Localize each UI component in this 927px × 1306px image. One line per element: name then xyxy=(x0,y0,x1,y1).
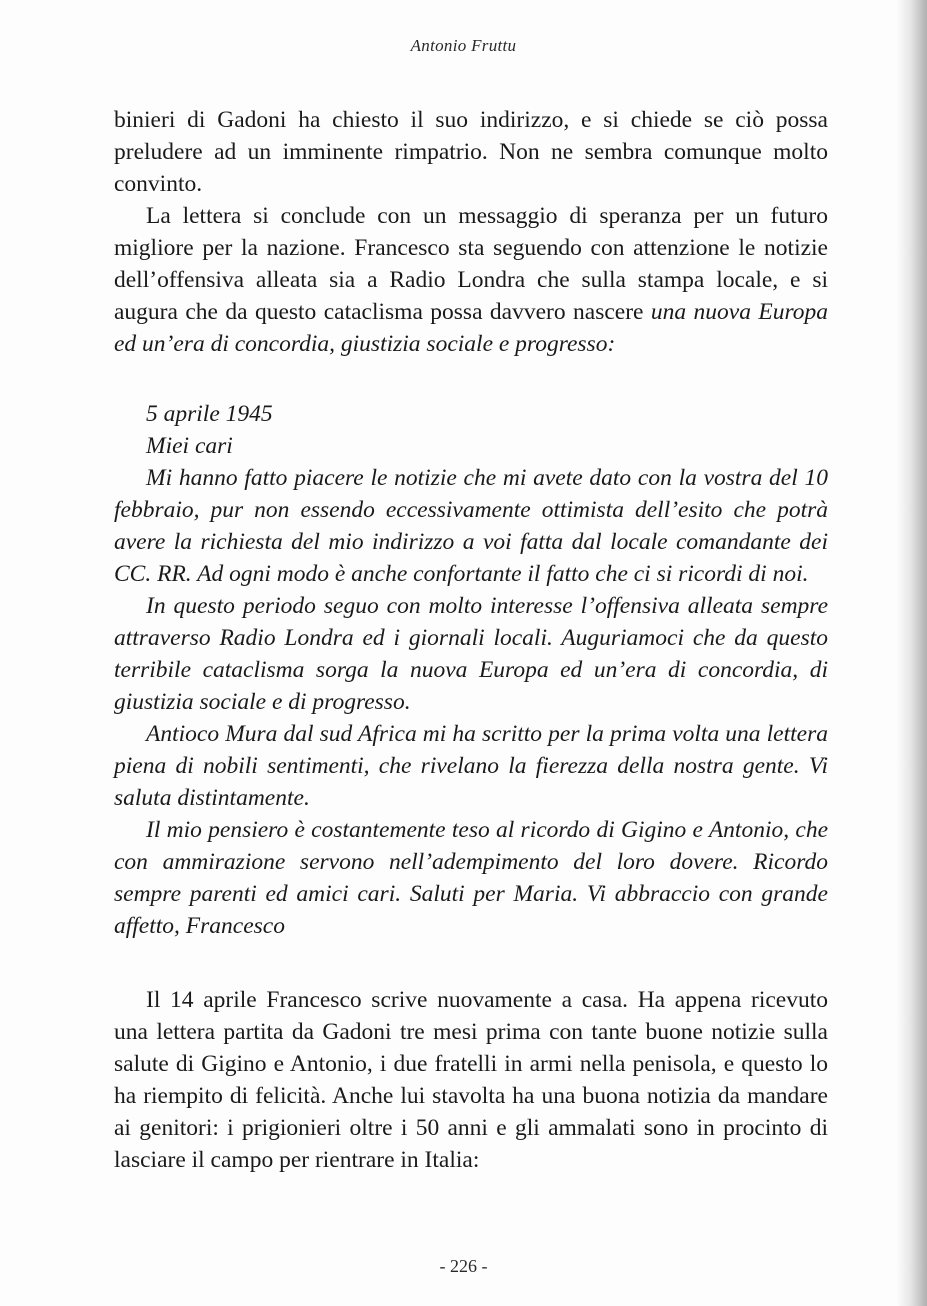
letter-paragraph-3: Antioco Mura dal sud Africa mi ha scritto per la prima volta una lettera piena di nobili sentimenti, che rivelano la fierezza della nostra gente. Vi saluta distintamente. xyxy=(114,721,828,811)
letter-paragraph-2: In questo periodo seguo con molto interesse l’offensiva alleata sempre attraverso Radio Londra ed i giornali locali. Auguriamoci che da questo terribile cataclisma sorga la nuova Europa ed un’era di concordia, di giustizia sociale e di progresso. xyxy=(114,593,828,715)
letter-paragraph-4: Il mio pensiero è costantemente teso al ricordo di Gigino e Antonio, che con ammirazione servono nell’adempimento del loro dovere. Ricordo sempre parenti ed amici cari. Saluti per Maria. Vi abbraccio con grande affetto, Francesco xyxy=(114,817,828,939)
spacer xyxy=(114,360,828,398)
letter-salutation: Miei cari xyxy=(146,433,233,459)
letter-date: 5 aprile 1945 xyxy=(146,401,273,427)
paragraph-letter-intro xyxy=(114,200,828,360)
paragraph-letter-intro-text: La lettera si conclude con un messaggio di speranza per un futuro migliore per la nazione. Francesco sta seguendo con attenzione le notizie dell’offensiva alleata sia a Radio Londra che sulla stampa locale, e si augura che da questo cataclisma possa davvero nascere xyxy=(114,203,828,325)
spacer xyxy=(114,942,828,984)
letter-paragraph-1: Mi hanno fatto piacere le notizie che mi avete dato con la vostra del 10 febbraio, pur non essendo eccessivamente ottimista dell’esito che potrà avere la richiesta del mio indirizzo a voi fatta dal locale comandante dei CC. RR. Ad ogni modo è anche confortante il fatto che ci si ricordi di noi. xyxy=(114,465,828,587)
quoted-letter xyxy=(114,398,828,942)
page-number: - 226 - xyxy=(439,1256,488,1276)
paragraph-letter-intro-quote: una nuova Europa ed un’era di concordia, giustizia sociale e progresso: xyxy=(114,299,828,357)
paragraph-closing: Il 14 aprile Francesco scrive nuovamente a casa. Ha appena ricevuto una lettera partita da Gadoni tre mesi prima con tante buone notizie sulla salute di Gigino e Antonio, i due fratelli in armi nella penisola, e questo lo ha riempito di felicità. Anche lui stavolta ha una buona notizia da mandare ai genitori: i prigionieri oltre i 50 anni e gli ammalati sono in procinto di lasciare il campo per rientrare in Italia: xyxy=(114,987,828,1173)
spine-shadow xyxy=(897,0,927,1306)
body-text xyxy=(114,104,828,1176)
paragraph-continued: binieri di Gadoni ha chiesto il suo indirizzo, e si chiede se ciò possa preludere ad un imminente rimpatrio. Non ne sembra comunque molto convinto. xyxy=(114,107,828,197)
running-head: Antonio Fruttu xyxy=(410,36,517,55)
